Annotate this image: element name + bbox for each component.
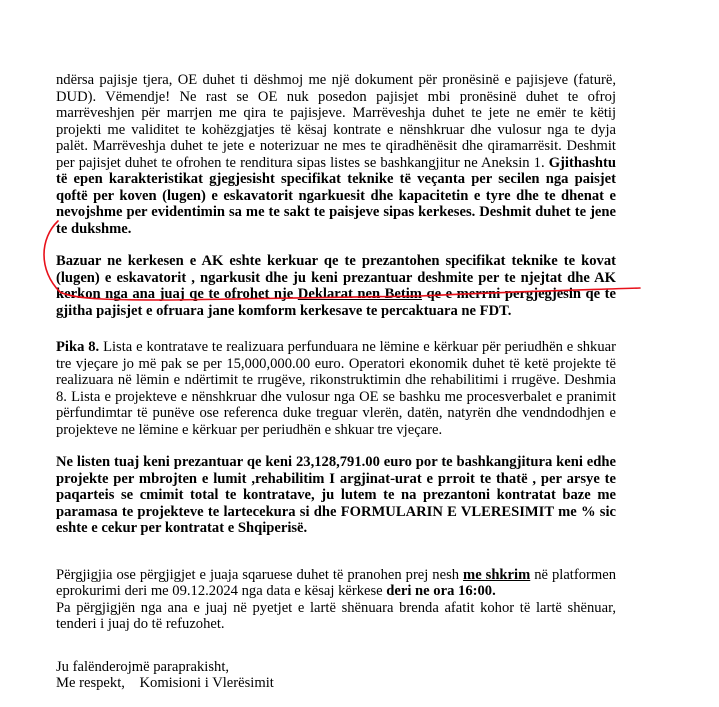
- declaration-text: Bazuar ne kerkesen e AK eshte kerkuar qe te prezantohen specifikat teknike te kovat (lugen) e eskavatorit , ngarkusit dhe ju keni prezantuar deshmite per te njejtat dhe AK kerkon nga ana juaj qe te ofrohet nje: [56, 253, 616, 302]
- paragraph-rejection-warning: [56, 600, 616, 633]
- ownership-specs-bold: Gjithashtu të epen karakteristikat gjegjesisht specifikat teknike të veçanta per secilen nga paisjet qoftë per koven (lugen) e eskavatorit ngarkuesit dhe kapacitetin e tyre dhe te dhenat e nevojshme per evidentimin sa me te sakt te paisjeve sipas kerkeses. Deshmit duhet te jene te dukshme.: [56, 154, 616, 237]
- deadline-text-mid: në platformen eprokurimi deri me 09.12.2024 nga data e kësaj kërkese: [56, 566, 616, 599]
- document-page: [56, 72, 616, 692]
- paragraph-equipment-ownership: [56, 72, 616, 237]
- deadline-written: me shkrim: [463, 566, 531, 583]
- point-8-label: Pika 8.: [56, 339, 100, 355]
- paragraph-sworn-declaration: [56, 253, 616, 319]
- paragraph-response-deadline: [56, 567, 616, 600]
- point-8-text: Lista e kontratave te realizuara perfunduara ne lëmine e kërkuar për periudhën e shkuar tre vjeçare jo më pak se per 15,000,000.00 euro. Operatori ekonomik duhet të ketë projekte të realizuara në lëmin e ndërtimit te rrugëve, rikonstruktimin dhe rehabilitimi i rrugëve. Deshmia 8. Lista e projekteve e nënshkruar dhe vulosur nga OE se bashku me procesverbalet e pranimit përfundimtar të punëve ose referenca duke treguar vlerën, datën, natyrën dhe vendndodhjen e projekteve ne lëmine e kërkuar per periudhën e shkuar tre vjeçare.: [56, 339, 616, 438]
- declaration-underlined: Deklarat nen Betim: [297, 286, 422, 302]
- deadline-text: Përgjigjia ose përgjigjet e juaja sqaruese duhet të pranohen prej nesh: [56, 566, 464, 583]
- paragraph-point-8: [56, 339, 616, 438]
- paragraph-contract-list: [56, 454, 616, 537]
- contract-list-text: Ne listen tuaj keni prezantuar qe keni 23,128,791.00 euro por te bashkangjitura keni edhe projekte per mbrojten e lumit ,rehabilitim I argjinat-urat e prroit te thatë , per arsye te paqarteis se cmimit total te kontratave, ju lutem te na prezantoni kontratat baze me paramasa te projekteve te lartecekura si dhe FORMULARIN E VLERESIMIT me % sic eshte e cekur per kontratat e Shqiperisë.: [56, 454, 616, 536]
- closing-thanks: Ju falënderojmë paraprakisht,: [56, 658, 230, 675]
- declaration-text-end: qe e merrni pergjegjesin qe te gjitha pajisjet e ofruara jane komform kerkesave te percaktuara ne FDT.: [56, 286, 616, 319]
- closing-signature: Me respekt, Komisioni i Vlerësimit: [56, 675, 274, 691]
- ownership-text: ndërsa pajisje tjera, OE duhet ti dëshmoj me një dokument për pronësinë e pajisjeve (faturë, DUD). Vëmendje! Ne rast se OE nuk posedon pajisjet mbi pronësinë duhet te ofroj marrëveshjen për marrjen me qira te pajisjeve. Marrëveshja duhet te jete ne emër te këtij projekti me validitet te kohëzgjatjes të kësaj kontrate e nënshkruar dhe vulosur nga te dyja palët. Marrëveshja duhet te jete e noterizuar ne mes te qiradhënësit dhe qiramarrësit. Deshmit per pajisjet duhet te ofrohen te renditura sipas listes se bashkangjitur ne Aneksin 1.: [56, 72, 616, 171]
- rejection-text: Pa përgjigjën nga ana e juaj në pyetjet e lartë shënuara brenda afatit kohor të lartë shënuar, tenderi i juaj do të refuzohet.: [56, 599, 616, 632]
- deadline-time: deri ne ora 16:00.: [386, 583, 496, 599]
